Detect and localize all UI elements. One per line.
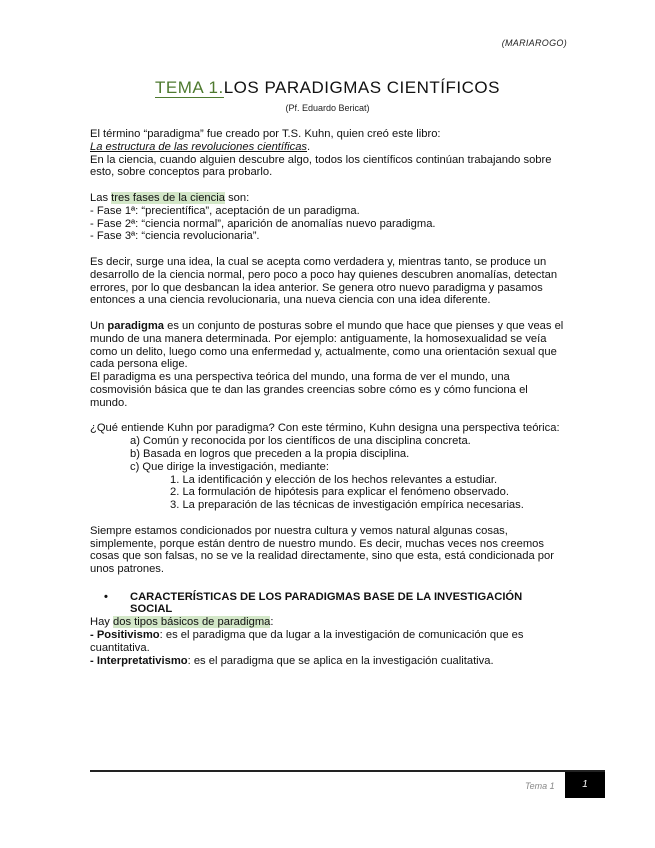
kuhn-subitem: 1. La identificación y elección de los hechos relevantes a estudiar. — [170, 473, 498, 486]
phase-item: - Fase 1ª: “precientífica”, aceptación de un paradigma. — [90, 204, 360, 217]
section-heading: • CARACTERÍSTICAS DE LOS PARADIGMAS BASE DE LA INVESTIGACIÓN SOCIAL — [90, 591, 565, 617]
title-main: LOS PARADIGMAS CIENTÍFICOS — [223, 78, 500, 97]
kuhn-subitem: 3. La preparación de las técnicas de investigación empírica necesarias. — [170, 499, 524, 512]
page-title — [0, 78, 655, 98]
kuhn-question: ¿Qué entiende Kuhn por paradigma? Con este término, Kuhn designa una perspectiva teórica: — [90, 422, 560, 435]
bullet-icon: • — [104, 590, 108, 603]
paragraph-paradigma-definition: Un paradigma es un conjunto de posturas sobre el mundo que hace que pienses y que veas el mundo de una manera determinada. Por ejemplo: antiguamente, la homosexualidad se veía como un delito, luego como una enfermedad y, actualmente, como una orientación sexual que cada persona elige. — [90, 319, 564, 371]
footer-divider — [90, 770, 605, 772]
footer-topic: Tema 1 — [525, 781, 555, 791]
term-paradigma: paradigma — [107, 319, 164, 332]
interpretativismo-item: - Interpretativismo: es el paradigma que se aplica en la investigación cualitativa. — [90, 654, 494, 667]
kuhn-item: c) Que dirige la investigación, mediante: — [130, 460, 329, 473]
phase-item: - Fase 3ª: “ciencia revolucionaria”. — [90, 230, 260, 243]
kuhn-item: b) Basada en logros que preceden a la propia disciplina. — [130, 447, 410, 460]
paragraph-es-decir: Es decir, surge una idea, la cual se acepta como verdadera y, mientras tanto, se produce un desarrollo de la ciencia normal, pero poco a poco hay quienes descubren anomalías, detectan errores, por lo que desbancan la idea anterior. Se genera otro nuevo paradigma y pasamos entonces a una ciencia revolucionaria, una nueva ciencia con una idea diferente. — [90, 255, 558, 307]
author-tag: (MARIAROGO) — [501, 38, 567, 48]
highlight-tres-fases: tres fases de la ciencia — [111, 191, 225, 204]
book-title: La estructura de las revoluciones científicas — [90, 140, 308, 153]
kuhn-subitem: 2. La formulación de hipótesis para explicar el fenómeno observado. — [170, 486, 509, 499]
page-subtitle: (Pf. Eduardo Bericat) — [285, 103, 370, 113]
page-number: 1 — [565, 772, 605, 798]
kuhn-item: a) Común y reconocida por los científicos de una disciplina concreta. — [130, 435, 471, 448]
intro-line: El término “paradigma” fue creado por T.S. Kuhn, quien creó este libro: — [90, 128, 441, 140]
positivismo-item: - Positivismo: es el paradigma que da lugar a la investigación de comunicación que es cuantitativa. — [90, 629, 524, 654]
document-body — [90, 128, 565, 667]
phases-lead: Las tres fases de la ciencia son: — [90, 191, 250, 204]
paragraph-paradigma-perspective: El paradigma es una perspectiva teórica del mundo, una forma de ver el mundo, una cosmovisión básica que te dan las grandes creencias sobre cómo es y cómo funciona el mundo. — [90, 371, 528, 409]
title-prefix: TEMA 1. — [155, 78, 224, 97]
types-lead: Hay dos tipos básicos de paradigma: — [90, 616, 274, 629]
paragraph-siempre: Siempre estamos condicionados por nuestra cultura y vemos natural algunas cosas, simplemente, porque están dentro de nuestro mundo. Es decir, muchas veces nos creemos cosas que son falsas, no se ve la realidad directamente, sino que esta, está condicionada por unos patrones. — [90, 524, 554, 576]
highlight-dos-tipos: dos tipos básicos de paradigma — [113, 616, 271, 629]
intro-paragraph: En la ciencia, cuando alguien descubre algo, todos los científicos continúan trabajando sobre esto, sobre conceptos para probarlo. — [90, 153, 552, 179]
book-title-line: La estructura de las revoluciones científicas. — [90, 140, 311, 153]
phase-item: - Fase 2ª: “ciencia normal”, aparición de anomalías nuevo paradigma. — [90, 217, 436, 230]
